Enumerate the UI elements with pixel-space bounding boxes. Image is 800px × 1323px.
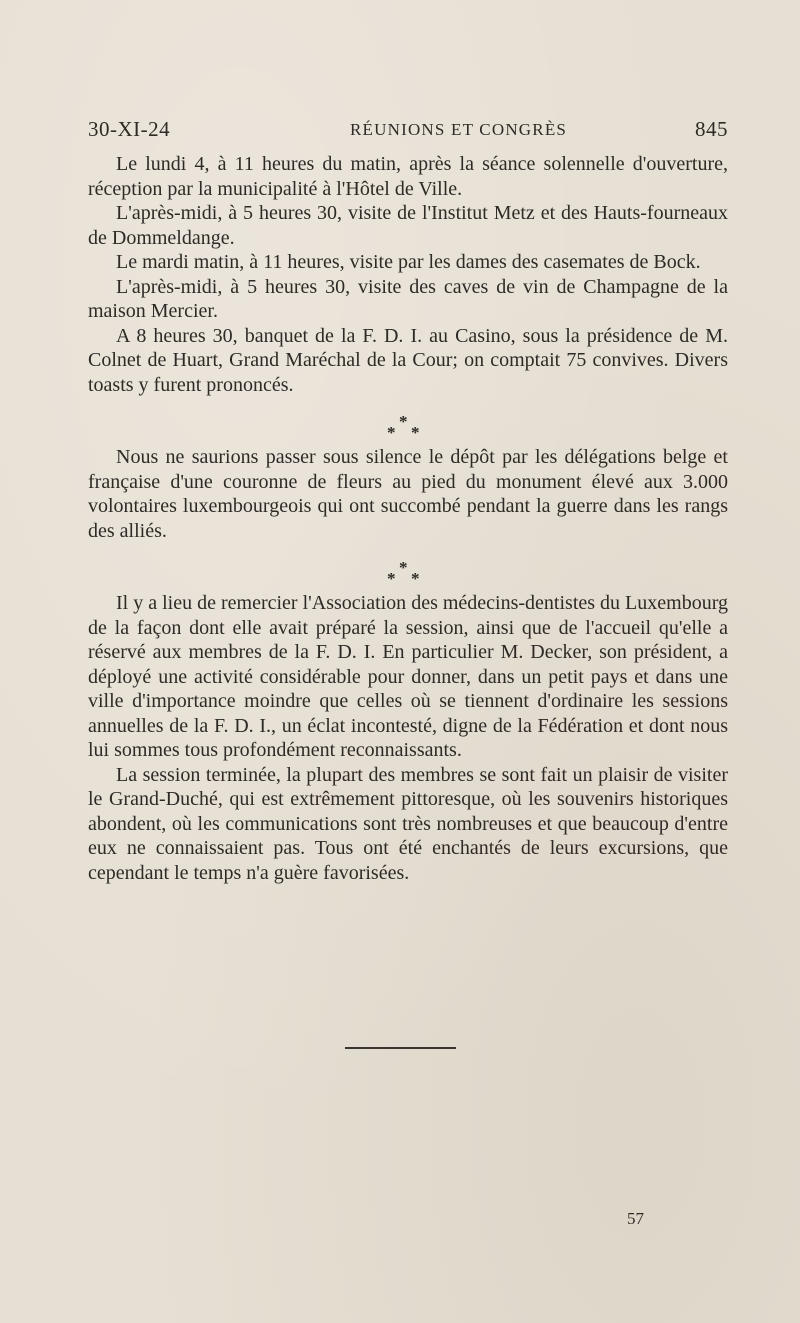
paragraph-thanks: Il y a lieu de remercier l'Association des médecins-dentistes du Luxembourg de la façon dont elle avait préparé la session, ainsi que de l'accueil qu'elle a réservé aux membres de la F. D. I. En particulier M. Decker, son président, a déployé une activité considérable pour donner, dans un petit pays et dans une ville d'importance moindre que celles où se tiennent d'ordinaire les sessions annuelles de la F. D. I., un éclat incontesté, digne de la Fédération et dont nous lui sommes tous profondément reconnaissants. bbox=[88, 592, 728, 761]
end-rule bbox=[345, 1047, 456, 1049]
asterism-star: * bbox=[399, 558, 408, 577]
paragraph-monday-afternoon: L'après-midi, à 5 heures 30, visite de l'Institut Metz et des Hauts-fourneaux de Dommeldange. bbox=[88, 202, 728, 249]
asterism-star: * bbox=[387, 569, 396, 588]
paragraph-tuesday-afternoon: L'après-midi, à 5 heures 30, visite des caves de vin de Champagne de la maison Mercier. bbox=[88, 275, 728, 322]
asterism-star: * bbox=[411, 423, 420, 442]
paragraph-wreath: Nous ne saurions passer sous silence le dépôt par les délégations belge et française d'une couronne de fleurs au pied du monument élevé aux 3.000 volontaires luxembourgeois qui ont succombé pendant la guerre dans les rangs des alliés. bbox=[88, 446, 728, 542]
page-number: 845 bbox=[695, 117, 728, 141]
asterism-star: * bbox=[387, 423, 396, 442]
asterism-divider-2 bbox=[88, 543, 728, 591]
page-body bbox=[88, 152, 728, 885]
asterism-star: * bbox=[399, 412, 408, 431]
paragraph-banquet: A 8 heures 30, banquet de la F. D. I. au Casino, sous la présidence de M. Colnet de Huart, Grand Maréchal de la Cour; on comptait 75 convives. Divers toasts y furent prononcés. bbox=[88, 324, 728, 396]
paragraph-excursions: La session terminée, la plupart des membres se sont fait un plaisir de visiter le Grand-Duché, qui est extrêmement pittoresque, où les souvenirs historiques abondent, où les communications sont très nombreuses et que beaucoup d'entre eux ne connaissaient pas. Tous ont été enchantés de leurs excursions, que cependant le temps n'a guère favorisées. bbox=[88, 763, 728, 884]
header-date: 30-XI-24 bbox=[88, 117, 171, 141]
paragraph-tuesday: Le mardi matin, à 11 heures, visite par les dames des casemates de Bock. bbox=[116, 251, 701, 273]
running-header bbox=[88, 117, 728, 147]
asterism-star: * bbox=[411, 569, 420, 588]
paragraph-monday: Le lundi 4, à 11 heures du matin, après la séance solennelle d'ouverture, réception par la municipalité à l'Hôtel de Ville. bbox=[88, 153, 728, 200]
signature-mark: 57 bbox=[627, 1209, 644, 1228]
asterism-divider-1 bbox=[88, 397, 728, 445]
header-title: RÉUNIONS ET CONGRÈS bbox=[350, 120, 568, 139]
